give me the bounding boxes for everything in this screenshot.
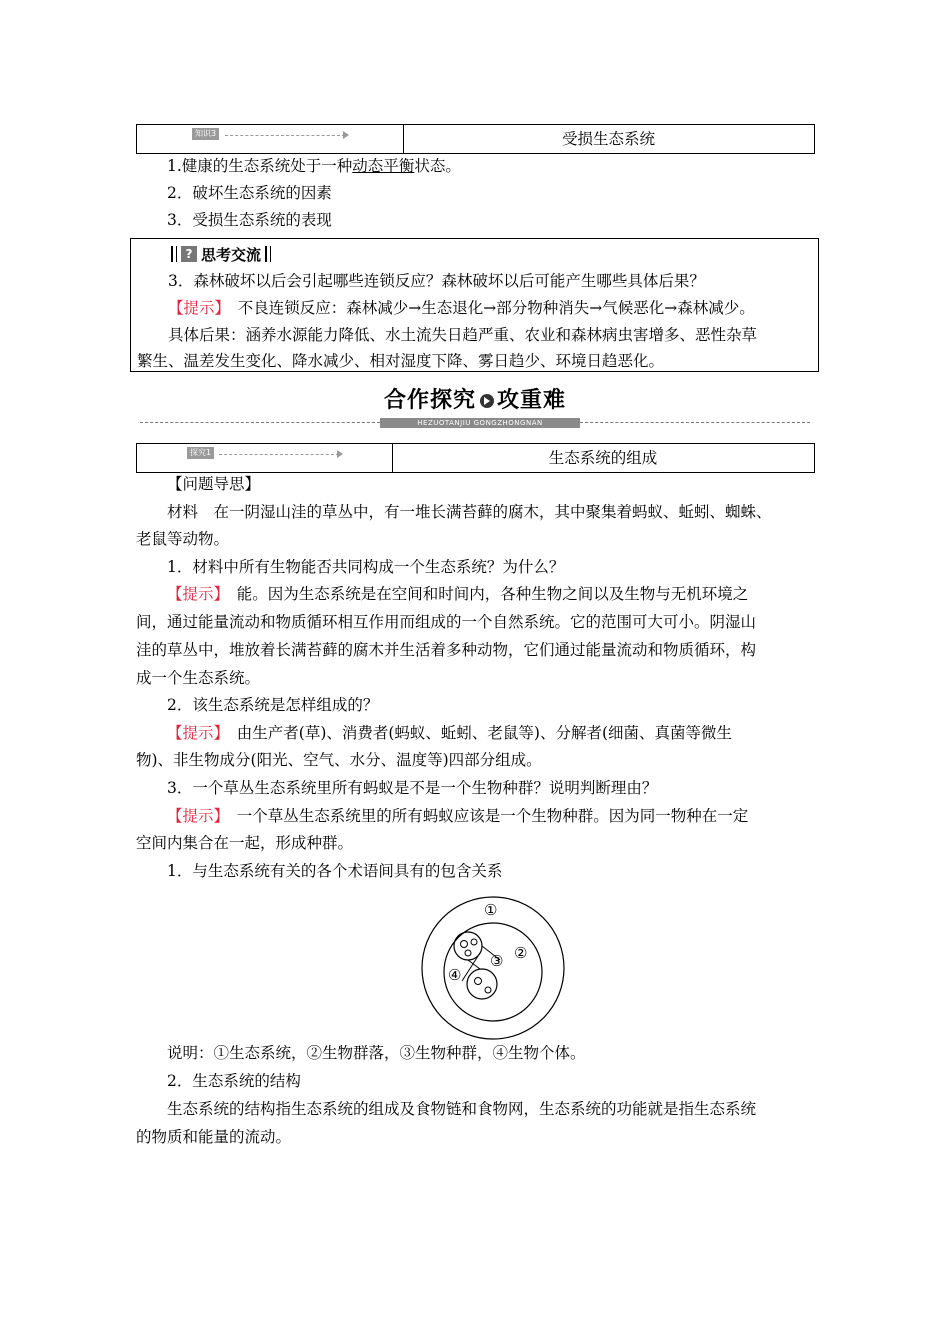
double-bar-icon bbox=[171, 246, 177, 262]
hint-text: 一个草丛生态系统里的所有蚂蚁应该是一个生物种群。因为同一物种在一定 bbox=[221, 807, 749, 825]
paragraph: 间，通过能量流动和物质循环相互作用而组成的一个自然系统。它的范围可大可小。阴湿山 bbox=[136, 613, 757, 631]
banner-text-1: 合作探究 bbox=[384, 388, 477, 413]
text: 状态。 bbox=[414, 157, 461, 175]
individual-dot bbox=[471, 939, 477, 945]
hint-label: 【提示】 bbox=[167, 585, 222, 603]
section-tag-cell bbox=[137, 125, 404, 153]
population-circle bbox=[467, 969, 497, 999]
diagram-label: ① bbox=[484, 901, 498, 919]
inclusion-diagram bbox=[418, 893, 568, 1043]
question-icon: ? bbox=[181, 246, 197, 262]
paragraph bbox=[167, 805, 950, 827]
section-title: 受损生态系统 bbox=[561, 130, 655, 148]
banner-dashed-line-right bbox=[580, 422, 810, 423]
section-tag: 探究1 bbox=[187, 447, 214, 459]
connector-line bbox=[468, 960, 480, 969]
think-hint bbox=[168, 297, 818, 319]
text: 1.健康的生态系统处于一种 bbox=[167, 157, 353, 175]
individual-dot bbox=[461, 941, 468, 948]
think-header bbox=[171, 244, 271, 264]
hint-label: 【提示】 bbox=[167, 807, 222, 825]
hint-text: 不良连锁反应：森林减少→生态退化→部分物种消失→气候恶化→森林减少。 bbox=[222, 299, 755, 317]
individual-dot bbox=[465, 950, 471, 956]
arrow-right-icon bbox=[337, 450, 343, 458]
hint-text: 由生产者(草)、消费者(蚂蚁、蚯蚓、老鼠等)、分解者(细菌、真菌等微生 bbox=[221, 724, 733, 742]
diagram-label: ④ bbox=[448, 966, 462, 984]
paragraph bbox=[167, 155, 950, 177]
think-text: 繁生、温差发生变化、降水减少、相对湿度下降、雾日趋少、环境日趋恶化。 bbox=[137, 352, 665, 370]
banner-dashed-line-left bbox=[140, 422, 380, 423]
paragraph: 生态系统的结构指生态系统的组成及食物链和食物网，生态系统的功能就是指生态系统 bbox=[167, 1100, 757, 1118]
paragraph: 物)、非生物成分(阳光、空气、水分、温度等)四部分组成。 bbox=[136, 751, 542, 769]
paragraph: 2．生态系统的结构 bbox=[167, 1072, 301, 1090]
individual-dot bbox=[485, 987, 491, 993]
individual-dot bbox=[475, 978, 482, 985]
paragraph: 2．破坏生态系统的因素 bbox=[167, 184, 332, 202]
paragraph: 空间内集合在一起，形成种群。 bbox=[136, 834, 354, 852]
paragraph: 2．该生态系统是怎样组成的？ bbox=[167, 696, 379, 714]
section-tag-cell bbox=[137, 444, 393, 472]
paragraph: 3．受损生态系统的表现 bbox=[167, 211, 332, 229]
section-banner bbox=[380, 388, 580, 414]
paragraph: 材料 在一阴湿山洼的草丛中，有一堆长满苔藓的腐木，其中聚集着蚂蚁、蚯蚓、蜘蛛、 bbox=[167, 503, 772, 521]
paragraph: 1．材料中所有生物能否共同构成一个生态系统？为什么？ bbox=[167, 558, 565, 576]
banner-subtitle: HEZUOTANJIU GONGZHONGNAN bbox=[380, 418, 580, 428]
paragraph: 成一个生态系统。 bbox=[136, 669, 261, 687]
section-header-bar bbox=[136, 443, 815, 473]
double-bar-icon bbox=[265, 246, 271, 262]
paragraph: 【问题导思】 bbox=[167, 475, 261, 493]
hint-text: 能。因为生态系统是在空间和时间内，各种生物之间以及生物与无机环境之 bbox=[221, 585, 749, 603]
tag-dashed-line bbox=[219, 454, 339, 455]
paragraph bbox=[167, 722, 950, 744]
paragraph: 3．一个草丛生态系统里所有蚂蚁是不是一个生物种群？说明判断理由？ bbox=[167, 779, 658, 797]
hint-label: 【提示】 bbox=[168, 299, 223, 317]
paragraph: 1．与生态系统有关的各个术语间具有的包含关系 bbox=[167, 862, 503, 880]
think-exchange-box bbox=[130, 238, 819, 372]
tag-dashed-line bbox=[225, 135, 345, 136]
diagram-label: ② bbox=[514, 944, 528, 962]
diagram-caption: 说明：①生态系统，②生物群落，③生物种群，④生物个体。 bbox=[167, 1044, 586, 1062]
section-title: 生态系统的组成 bbox=[548, 449, 658, 467]
think-text: 具体后果：涵养水源能力降低、水土流失日趋严重、农业和森林病虫害增多、恶性杂草 bbox=[168, 326, 758, 344]
diagram-label: ③ bbox=[490, 952, 504, 970]
hint-label: 【提示】 bbox=[167, 724, 222, 742]
think-title: 思考交流 bbox=[201, 245, 262, 264]
banner-arrow-icon bbox=[484, 397, 490, 405]
paragraph: 老鼠等动物。 bbox=[136, 530, 230, 548]
underlined-term: 动态平衡 bbox=[352, 157, 415, 175]
paragraph: 洼的草丛中，堆放着长满苔藓的腐木并生活着多种动物，它们通过能量流动和物质循环，构 bbox=[136, 641, 757, 659]
think-question: 3．森林破坏以后会引起哪些连锁反应？森林破坏以后可能产生哪些具体后果？ bbox=[168, 272, 705, 290]
section-tag: 知识3 bbox=[192, 128, 219, 140]
banner-text-2: 攻重难 bbox=[497, 388, 567, 413]
section-header-bar bbox=[136, 124, 815, 154]
paragraph bbox=[167, 583, 950, 605]
paragraph: 的物质和能量的流动。 bbox=[136, 1128, 292, 1146]
arrow-right-icon bbox=[343, 131, 349, 139]
